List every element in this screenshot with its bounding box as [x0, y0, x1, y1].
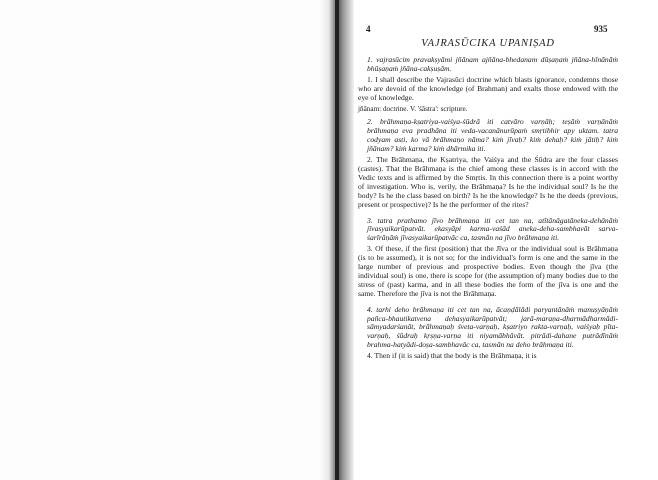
book-spine-line: [335, 0, 339, 480]
verse-2-sanskrit: 2. brāhmaṇa-kṣatriya-vaiśya-śūdrā iti catvāro varṇāḥ; teṣāṁ varṇānāṁ brāhmaṇa eva pradhāna iti veda-vacanānurūpaṁ smṛtibhir apy uktam. tatra codyam asti, ko vā brāhmaṇo nāma? kiṁ jīvaḥ? kiṁ dehaḥ? kiṁ jātiḥ? kiṁ jñānam? kiṁ karma? kiṁ dhārmika iti.: [367, 117, 618, 154]
verse-3-sanskrit: 3. tatra prathamo jīvo brāhmaṇa iti cet tan na, atītānāgatāneka-dehānāṁ jīvasyaikarūpatvāt. ekasyāpi karma-vaśād aneka-deha-sambhavāt sarva-śarīrāṇāṁ jīvasyaikarūpatvāc ca, tasmān na jīvo brāhmaṇa iti.: [367, 215, 618, 243]
verse-3-translation: 3. Of these, if the first (position) that the Jīva or the individual soul is Brāhmaṇa (is to be assumed), it is not so; for the individual's form is one and the same in the large number of previous and prospective bodies. Even though the jīva (the individual soul) is one, there is scope for (the assumption of) many bodies due to the stress of (past) karma, and in all these bodies the form of the jīva is one and the same. Therefore the jīva is not the Brāhmaṇa.: [358, 244, 618, 298]
verse-4-sanskrit: 4. tarhi deho brāhmaṇa iti cet tan na, ācaṇḍālādi paryantānāṁ manuṣyāṇāṁ pañca-bhautikatvena dehasyaikarūpatvāt; jarā-maraṇa-dharmādharmādi-sāmyadarśanāt, brāhmaṇaḥ śveta-varṇaḥ, kṣatriyo rakta-varṇaḥ, vaiśyaḥ pīta-varṇaḥ, śūdraḥ kṛṣṇa-varṇa iti niyamābhāvāt. pitrādi-dahane putrādīnāṁ brahma-hatyādi-doṣa-sambhavāc ca, tasmān na deho brāhmaṇa iti.: [367, 304, 618, 350]
document-page: [358, 24, 618, 474]
verse-4-translation: 4. Then if (it is said) that the body is the Brāhmaṇa, it is: [367, 351, 537, 361]
verse-1-gloss: jñānam: doctrine. V. 'śāstra': scripture.: [358, 104, 468, 113]
verse-1-translation: 1. I shall describe the Vajrasūci doctrine which blasts ignorance, condemns those who are devoid of the knowledge (of Brahman) and exalts those endowed with the eye of knowledge.: [358, 74, 618, 102]
running-title: VAJRASŪCIKA UPANIṢAD: [421, 38, 555, 49]
chapter-number: 4: [366, 24, 371, 34]
verse-1-sanskrit: 1. vajrasūcim pravakṣyāmi jñānam ajñāna-bhedanam dūṣaṇaṁ jñāna-hīnānāṁ bhūṣaṇaṁ jñāna-cakṣuṣām.: [367, 55, 618, 73]
verse-2-translation: 2. The Brāhmaṇa, the Kṣatriya, the Vaiśya and the Śūdra are the four classes (castes). That the Brāhmaṇa is the chief among these classes is in accord with the Vedic texts and is affirmed by the Smṛtis. In this connection there is a point worthy of investigation. Who is, verily, the Brāhmaṇa? Is he the individual soul? Is he the body? Is he the class based on birth? Is he the knowledge? Is he the deeds (previous, present or prospective)? Is he the performer of the rites?: [358, 155, 618, 209]
page-number: 935: [594, 24, 608, 34]
page-body: [358, 56, 618, 363]
